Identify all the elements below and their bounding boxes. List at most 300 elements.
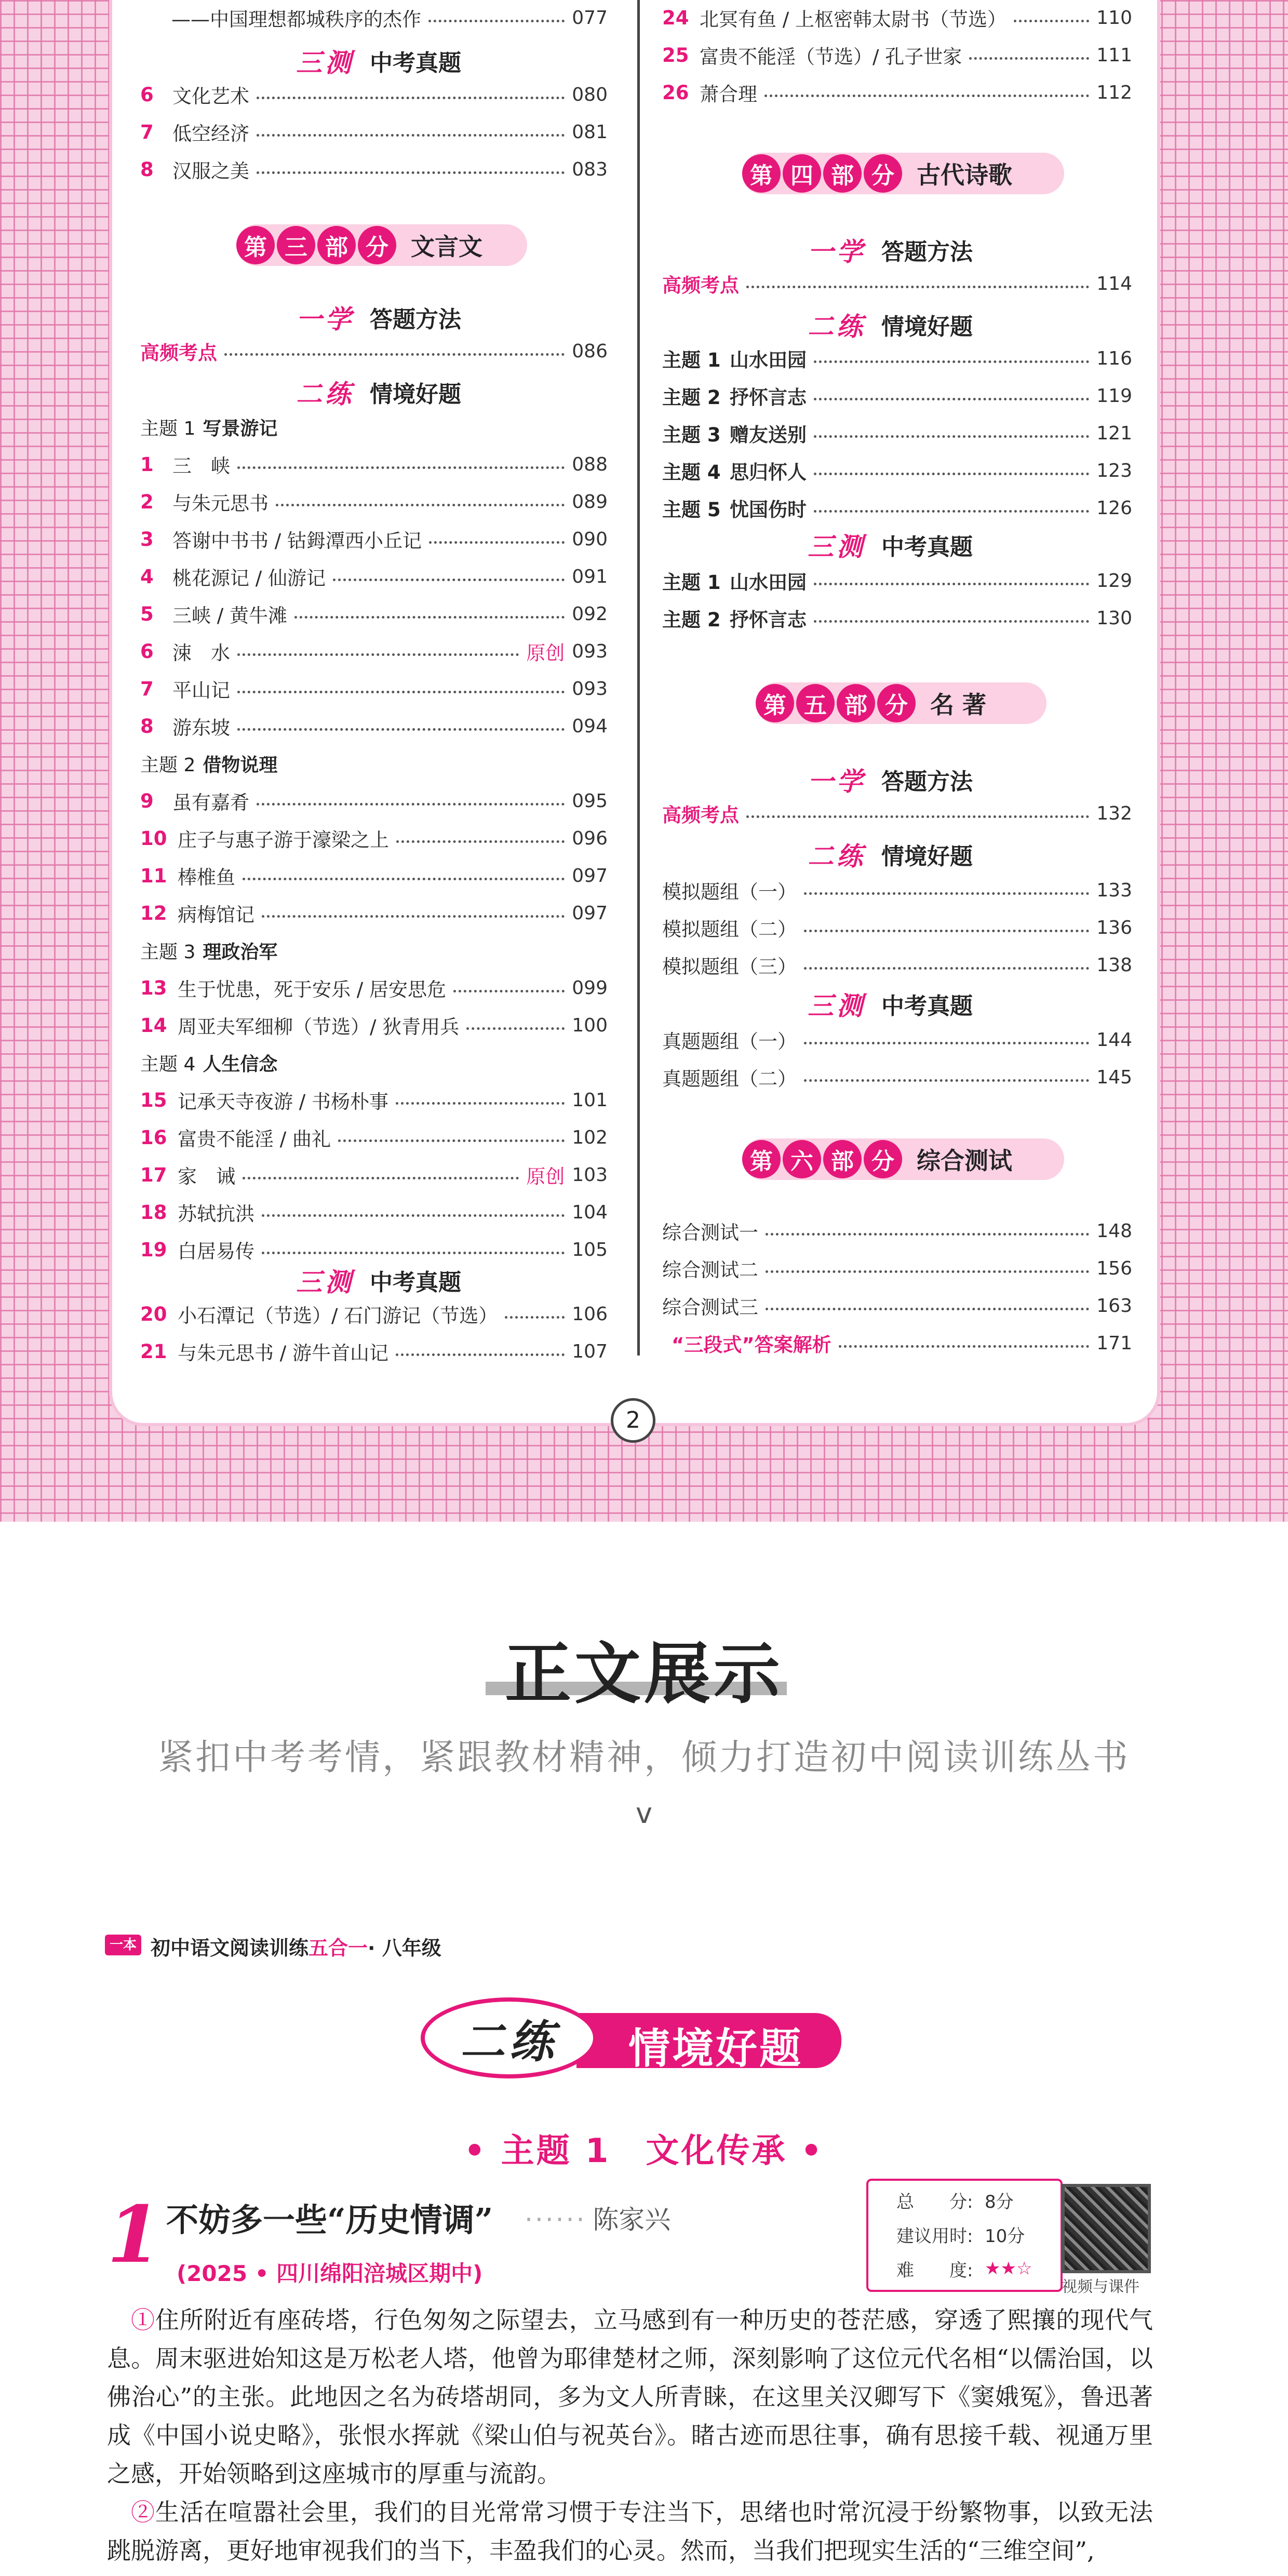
toc-entry-page: 103 [572, 1164, 608, 1186]
toc-entry-number: 2 [140, 490, 154, 513]
part-char: 六 [783, 1140, 821, 1178]
toc-entry-page: 090 [572, 528, 608, 550]
book-header-grade: · 八年级 [368, 1937, 441, 1960]
info-total-score [896, 2187, 1014, 2213]
subsection-brush-label: 三测 [808, 990, 866, 1021]
leader-dots [428, 20, 565, 22]
section-banner [421, 1994, 847, 2083]
toc-entry-page: 099 [572, 977, 608, 999]
toc-entry-title: 三峡 / 黄牛滩 [172, 605, 287, 627]
toc-entry[interactable] [140, 861, 608, 890]
toc-entry-number: 主题 2 [662, 386, 721, 409]
article-paragraph-2 [107, 2493, 1153, 2570]
toc-entry-title: 高频考点 [140, 342, 217, 364]
theme-heading [140, 936, 277, 965]
toc-entry[interactable] [140, 1123, 608, 1152]
toc-entry-page: 105 [572, 1239, 608, 1260]
subsection-heading [296, 43, 461, 79]
toc-entry[interactable] [662, 419, 1132, 448]
subsection-heading [808, 836, 973, 873]
toc-entry-page: 132 [1096, 802, 1132, 824]
original-badge: 原创 [526, 1165, 565, 1188]
leader-dots [262, 915, 565, 918]
leader-dots [243, 1177, 519, 1179]
part-title: 综合测试 [917, 1147, 1012, 1175]
toc-entry-number: 8 [140, 158, 154, 181]
leader-dots [396, 1353, 565, 1356]
toc-entry-page: 095 [572, 790, 608, 812]
part-char: 第 [236, 226, 275, 264]
toc-entry[interactable] [662, 78, 1132, 107]
toc-entry[interactable] [140, 1160, 608, 1189]
toc-entry-title: 模拟题组（一） [662, 881, 797, 903]
toc-entry[interactable] [662, 799, 1132, 828]
part-char: 分 [864, 1140, 902, 1178]
subsection-label: 中考真题 [881, 534, 973, 560]
toc-entry-title: ——中国理想都城秩序的杰作 [171, 8, 421, 31]
toc-entry-title: 山水田园 [730, 349, 807, 371]
toc-entry[interactable] [662, 603, 1132, 633]
toc-entry-title: 北冥有鱼 / 上枢密韩太尉书（节选） [700, 8, 1007, 31]
toc-entry[interactable] [662, 3, 1132, 32]
toc-entry-title: 模拟题组（三） [662, 956, 797, 978]
leader-dots [429, 541, 565, 544]
toc-entry-number: 3 [140, 528, 154, 551]
leader-dots [814, 360, 1089, 363]
paragraph-marker: ① [131, 2306, 155, 2334]
toc-entry[interactable] [140, 786, 608, 815]
toc-entry[interactable] [662, 344, 1132, 373]
toc-entry-number: 17 [140, 1163, 167, 1186]
toc-entry-number: 主题 2 [662, 609, 721, 631]
toc-entry-title: 桃花源记 / 仙游记 [172, 567, 326, 589]
toc-entry-title: 富贵不能淫（节选）/ 孔子世家 [700, 46, 962, 68]
toc-entry-number: 21 [140, 1340, 167, 1363]
toc-entry-page: 094 [572, 715, 608, 737]
toc-entry[interactable] [140, 1198, 608, 1227]
leader-dots [224, 353, 565, 356]
toc-entry-title: 小石潭记（节选）/ 石门游记（节选） [178, 1305, 498, 1327]
toc-entry[interactable] [662, 566, 1132, 595]
toc-entry[interactable] [662, 493, 1132, 522]
leader-dots [257, 803, 565, 806]
subsection-brush-label: 三测 [808, 531, 866, 562]
toc-entry-title: 真题题组（二） [662, 1068, 797, 1090]
toc-entry-title: 文化艺术 [172, 85, 249, 108]
toc-entry-page: 148 [1096, 1220, 1132, 1242]
theme-number: 主题 1 [140, 418, 196, 439]
leader-dots [804, 967, 1089, 970]
toc-entry[interactable] [171, 3, 608, 32]
leader-dots [804, 1079, 1089, 1082]
subsection-label: 中考真题 [881, 993, 973, 1019]
toc-entry-page: 104 [572, 1201, 608, 1223]
toc-entry-page: 081 [572, 121, 608, 143]
book-header [151, 1932, 441, 1961]
paragraph-text: 住所附近有座砖塔，行色匆匆之际望去，立马感到有一种历史的苍茫感，穿透了熙攘的现代气息。周末驱进始知这是万松老人塔，他曾为耶律楚材之师，深刻影响了这位元代名相“以儒治国，以佛治心”的主张。此地因之名为砖塔胡同，多为文人所青睐，在这里关汉卿写下《窦娥冤》，鲁迅著成《中国小说史略》，张恨水挥就《梁山伯与祝英台》。睹古迹而思往事，确有思接千载、视通万里之感，开始领略到这座城市的厚重与流韵。 [107, 2306, 1153, 2488]
toc-entry[interactable] [140, 525, 608, 554]
toc-entry-page: 130 [1096, 607, 1132, 629]
theme-title: 借物说理 [203, 754, 278, 776]
toc-entry-number: 25 [662, 44, 689, 66]
toc-entry-title: 思归怀人 [730, 461, 807, 484]
leader-dots [814, 510, 1089, 513]
part-banner-3 [236, 220, 482, 270]
toc-entry-title: 与朱元思书 [172, 492, 269, 515]
toc-entry-title: 低空经济 [172, 123, 249, 145]
part-char: 部 [823, 1140, 862, 1178]
toc-entry-title: 平山记 [172, 679, 230, 702]
toc-entry-page: 077 [572, 7, 608, 29]
toc-entry-page: 136 [1096, 917, 1132, 938]
toc-entry-page: 102 [572, 1126, 608, 1148]
leader-dots [1014, 20, 1089, 22]
toc-entry[interactable] [662, 1291, 1132, 1320]
toc-entry-page: 091 [572, 566, 608, 587]
column-divider [637, 0, 640, 1356]
leader-dots [466, 1027, 565, 1030]
toc-entry-page: 101 [572, 1089, 608, 1111]
toc-entry-page: 088 [572, 453, 608, 475]
toc-entry-page: 097 [572, 902, 608, 924]
toc-entry-number: 主题 1 [662, 571, 721, 594]
leader-dots [814, 398, 1089, 400]
subsection-label: 答题方法 [881, 239, 973, 265]
chevron-down-icon: v [636, 1797, 652, 1830]
toc-entry-title: 高频考点 [662, 804, 739, 826]
toc-entry-number: 7 [140, 120, 154, 143]
toc-entry-page: 083 [572, 158, 608, 180]
toc-entry[interactable] [662, 269, 1132, 298]
toc-entry-number: 19 [140, 1238, 167, 1261]
theme-heading [140, 749, 277, 778]
toc-entry-number: 主题 3 [662, 424, 721, 446]
toc-entry-number: 6 [140, 83, 154, 106]
leader-dots [814, 620, 1089, 623]
toc-entry[interactable] [140, 487, 608, 516]
leader-dots [294, 616, 565, 619]
toc-entry[interactable] [662, 876, 1132, 905]
leader-dots [766, 1233, 1089, 1236]
toc-entry-number: 15 [140, 1089, 167, 1111]
showcase-title: 正文展示 [504, 1635, 783, 1713]
part-title: 文言文 [411, 233, 482, 261]
part-title: 名 著 [930, 691, 987, 719]
paragraph-text: 生活在喧嚣社会里，我们的目光常常习惯于专注当下，思绪也时常沉浸于纷繁物事，以致无法跳脱游离，更好地审视我们的当下，丰盈我们的心灵。然而，当我们把现实生活的“三维空间”, [107, 2498, 1153, 2565]
leader-dots [453, 990, 565, 992]
toc-entry-title: 抒怀言志 [730, 609, 807, 631]
subsection-heading [808, 527, 973, 563]
article-title: 不妨多一些“历史情调” [166, 2201, 493, 2239]
subsection-heading [296, 374, 461, 410]
toc-entry-page: 086 [572, 340, 608, 362]
toc-entry[interactable] [662, 1216, 1132, 1245]
part-char: 第 [742, 1140, 781, 1178]
toc-entry[interactable] [662, 913, 1132, 942]
subsection-label: 中考真题 [370, 50, 461, 76]
subsection-heading [808, 306, 973, 343]
toc-entry-number: 4 [140, 565, 154, 588]
part-banner-5 [756, 678, 986, 728]
toc-entry-title: 庄子与惠子游于濠梁之上 [178, 829, 389, 851]
part-char: 三 [277, 226, 315, 264]
toc-entry[interactable] [662, 1063, 1132, 1092]
toc-entry[interactable] [140, 337, 608, 366]
book-header-highlight: 五合一 [308, 1937, 368, 1960]
leader-dots [969, 57, 1089, 60]
part-char: 分 [358, 226, 396, 264]
toc-entry[interactable] [140, 155, 608, 184]
subsection-brush-label: 二练 [808, 311, 866, 342]
toc-entry[interactable] [140, 1235, 608, 1264]
subsection-heading [808, 761, 973, 798]
qr-caption: 视频与课件 [1062, 2278, 1139, 2296]
subsection-label: 答题方法 [370, 306, 461, 333]
leader-dots [804, 1042, 1089, 1044]
subsection-brush-label: 一学 [296, 304, 354, 334]
info-difficulty [896, 2256, 1032, 2282]
toc-entry-number: 14 [140, 1014, 167, 1037]
leader-dots [746, 286, 1089, 288]
subsection-label: 中考真题 [370, 1269, 461, 1296]
subsection-brush-label: 二练 [808, 841, 866, 871]
subsection-brush-label: 一学 [808, 766, 866, 797]
toc-entry-page: 171 [1096, 1332, 1132, 1354]
leader-dots [276, 504, 565, 506]
toc-entry-page: 112 [1096, 82, 1132, 103]
toc-entry-page: 097 [572, 865, 608, 887]
toc-entry-title: 周亚夫军细柳（节选）/ 狄青用兵 [178, 1016, 460, 1038]
toc-entry-number: 主题 4 [662, 461, 721, 484]
toc-entry-number: 26 [662, 81, 689, 104]
toc-entry[interactable] [140, 80, 608, 109]
toc-entry-title: 忧国伤时 [730, 499, 807, 521]
toc-entry[interactable] [140, 450, 608, 479]
leader-dots [505, 1316, 565, 1319]
showcase-subtitle: 紧扣中考考情，紧跟教材精神，倾力打造初中阅读训练丛书 [157, 1737, 1130, 1778]
toc-entry-number: 9 [140, 789, 154, 812]
subsection-label: 情境好题 [370, 381, 461, 408]
subsection-heading [808, 232, 973, 268]
toc-entry-title: 模拟题组（二） [662, 918, 797, 941]
theme-heading [140, 1048, 277, 1077]
info-value: 8分 [985, 2191, 1014, 2212]
leader-dots [396, 1102, 565, 1105]
toc-entry-title: 抒怀言志 [730, 386, 807, 409]
toc-entry[interactable] [140, 637, 608, 666]
info-key: 总 分: [896, 2191, 973, 2212]
part-char: 四 [783, 154, 821, 193]
toc-entry-page: 093 [572, 640, 608, 662]
toc-entry-number: 13 [140, 976, 167, 999]
theme-title: 人生信念 [203, 1053, 278, 1075]
toc-entry-title: 与朱元思书 / 游牛首山记 [178, 1342, 388, 1364]
toc-entry-title: 真题题组（一） [662, 1030, 797, 1053]
toc-entry-title: 白居易传 [178, 1240, 254, 1263]
toc-entry-title: “三段式”答案解析 [672, 1334, 831, 1356]
article-number: 1 [107, 2189, 162, 2280]
part-char: 部 [837, 684, 875, 722]
leader-dots [804, 930, 1089, 932]
toc-entry[interactable] [662, 950, 1132, 980]
toc-entry-page: 107 [572, 1340, 608, 1362]
section-banner-oval: 二练 [421, 1997, 597, 2078]
leader-dots [257, 134, 565, 137]
toc-entry-title: 综合测试三 [662, 1296, 758, 1319]
toc-entry[interactable] [140, 1085, 608, 1115]
info-key: 难 度: [896, 2260, 973, 2281]
toc-entry-title: 虽有嘉肴 [172, 791, 249, 814]
leader-dots [814, 583, 1089, 585]
leader-dots [237, 728, 565, 731]
subsection-label: 答题方法 [881, 769, 973, 795]
toc-entry-number: 6 [140, 640, 154, 663]
leader-dots [243, 878, 565, 880]
part-char: 第 [742, 154, 781, 193]
toc-entry-title: 综合测试二 [662, 1259, 758, 1281]
part-title: 古代诗歌 [917, 161, 1012, 189]
leader-dots [333, 579, 565, 581]
part-char: 部 [823, 154, 862, 193]
toc-entry-page: 138 [1096, 954, 1132, 976]
leader-dots [764, 95, 1089, 97]
toc-entry[interactable] [140, 973, 608, 1002]
toc-entry-page: 080 [572, 84, 608, 105]
page-number-badge: 2 [611, 1398, 655, 1443]
toc-entry-title: 游东坡 [172, 717, 230, 739]
toc-entry[interactable] [662, 1254, 1132, 1283]
part-char: 部 [317, 226, 356, 264]
toc-entry-title: 赠友送别 [730, 424, 807, 446]
toc-entry[interactable] [140, 674, 608, 703]
toc-entry-page: 129 [1096, 570, 1132, 592]
info-suggested-time [896, 2221, 1025, 2247]
subsection-heading [296, 299, 461, 336]
toc-entry[interactable] [140, 117, 608, 146]
subsection-brush-label: 一学 [808, 236, 866, 267]
toc-entry[interactable] [662, 381, 1132, 410]
toc-entry-page: 123 [1096, 460, 1132, 481]
toc-entry-title: 棒椎鱼 [178, 866, 235, 889]
part-banner-6 [742, 1134, 1012, 1184]
leader-dots [262, 1252, 565, 1254]
toc-entry-number: 20 [140, 1303, 167, 1325]
toc-entry-title: 家 诫 [178, 1165, 235, 1188]
toc-entry[interactable] [140, 1011, 608, 1040]
toc-entry-number: 12 [140, 902, 167, 924]
leader-dots [766, 1270, 1089, 1273]
leader-dots [396, 840, 565, 843]
book-header-series: 初中语文阅读训练 [151, 1937, 309, 1960]
leader-dots [262, 1214, 565, 1217]
part-char: 分 [877, 684, 916, 722]
toc-entry-number: 16 [140, 1126, 167, 1149]
toc-entry-number: 18 [140, 1201, 167, 1224]
toc-entry[interactable] [140, 562, 608, 591]
qr-code-icon[interactable] [1062, 2184, 1151, 2273]
toc-entry-page: 121 [1096, 422, 1132, 444]
section-banner-title: 情境好题 [628, 2024, 803, 2073]
toc-entry-page: 093 [572, 678, 608, 700]
toc-entry-page: 114 [1096, 273, 1132, 294]
toc-entry-page: 126 [1096, 497, 1132, 519]
toc-entry[interactable] [662, 456, 1132, 485]
theme-number: 主题 2 [140, 754, 196, 776]
toc-entry-number: 10 [140, 827, 167, 850]
theme-number: 主题 3 [140, 941, 196, 963]
toc-entry-page: 092 [572, 603, 608, 625]
toc-entry-title: 富贵不能淫 / 曲礼 [178, 1128, 331, 1150]
subsection-label: 情境好题 [881, 314, 973, 340]
toc-entry-title: 涑 水 [172, 642, 230, 664]
toc-entry-title: 萧合理 [700, 83, 757, 105]
part-char: 第 [756, 684, 794, 722]
leader-dots [237, 691, 565, 693]
part-banner-4 [742, 149, 1012, 198]
toc-entry-page: 116 [1096, 347, 1132, 369]
leader-dots [257, 171, 565, 174]
toc-entry-number: 5 [140, 602, 154, 625]
info-key: 建议用时: [896, 2225, 973, 2247]
article-source: (2025 • 四川绵阳涪城区期中) [177, 2261, 483, 2286]
toc-entry-page: 089 [572, 491, 608, 513]
subsection-brush-label: 三测 [296, 1267, 354, 1297]
theme-title: 理政治军 [203, 941, 278, 963]
toc-entry-title: 记承天寺夜游 / 书杨朴事 [178, 1091, 388, 1113]
toc-entry-title: 生于忧患，死于安乐 / 居安思危 [178, 978, 446, 1001]
toc-entry-number: 8 [140, 715, 154, 737]
leader-dots [766, 1308, 1089, 1310]
toc-entry-title: 三 峡 [172, 455, 230, 477]
toc-entry-title: 综合测试一 [662, 1222, 758, 1244]
leader-dots [257, 97, 565, 99]
original-badge: 原创 [526, 642, 565, 664]
toc-entry-page: 163 [1096, 1295, 1132, 1317]
toc-entry-page: 144 [1096, 1029, 1132, 1051]
toc-entry-number: 主题 1 [662, 349, 721, 371]
toc-entry[interactable] [672, 1329, 1132, 1358]
toc-entry[interactable] [140, 712, 608, 741]
toc-entry-number: 7 [140, 677, 154, 700]
theme-title: 写景游记 [203, 418, 278, 439]
subsection-brush-label: 二练 [296, 379, 354, 409]
paragraph-marker: ② [131, 2498, 155, 2526]
toc-entry[interactable] [140, 599, 608, 628]
toc-entry[interactable] [140, 898, 608, 928]
toc-entry-page: 096 [572, 827, 608, 849]
leader-dots [839, 1345, 1090, 1348]
exercise-info-box [866, 2179, 1063, 2292]
theme-heading: • 主题 1 文化传承 • [464, 2132, 824, 2170]
toc-entry-title: 答谢中书书 / 钴鉧潭西小丘记 [172, 530, 422, 552]
article-paragraph-1 [107, 2301, 1153, 2493]
toc-entry-number: 11 [140, 864, 167, 887]
toc-entry[interactable] [140, 1299, 608, 1329]
toc-entry[interactable] [140, 824, 608, 853]
toc-entry[interactable] [662, 41, 1132, 70]
toc-entry-title: 病梅馆记 [178, 904, 254, 926]
book-logo: 一本 [105, 1935, 141, 1955]
toc-entry-page: 156 [1096, 1257, 1132, 1279]
toc-entry[interactable] [662, 1025, 1132, 1054]
subsection-brush-label: 三测 [296, 47, 354, 78]
toc-entry-page: 100 [572, 1014, 608, 1036]
subsection-label: 情境好题 [881, 843, 973, 870]
leader-dots [237, 466, 565, 469]
toc-entry-page: 133 [1096, 879, 1132, 901]
subsection-heading [808, 986, 973, 1022]
toc-entry[interactable] [140, 1337, 608, 1366]
